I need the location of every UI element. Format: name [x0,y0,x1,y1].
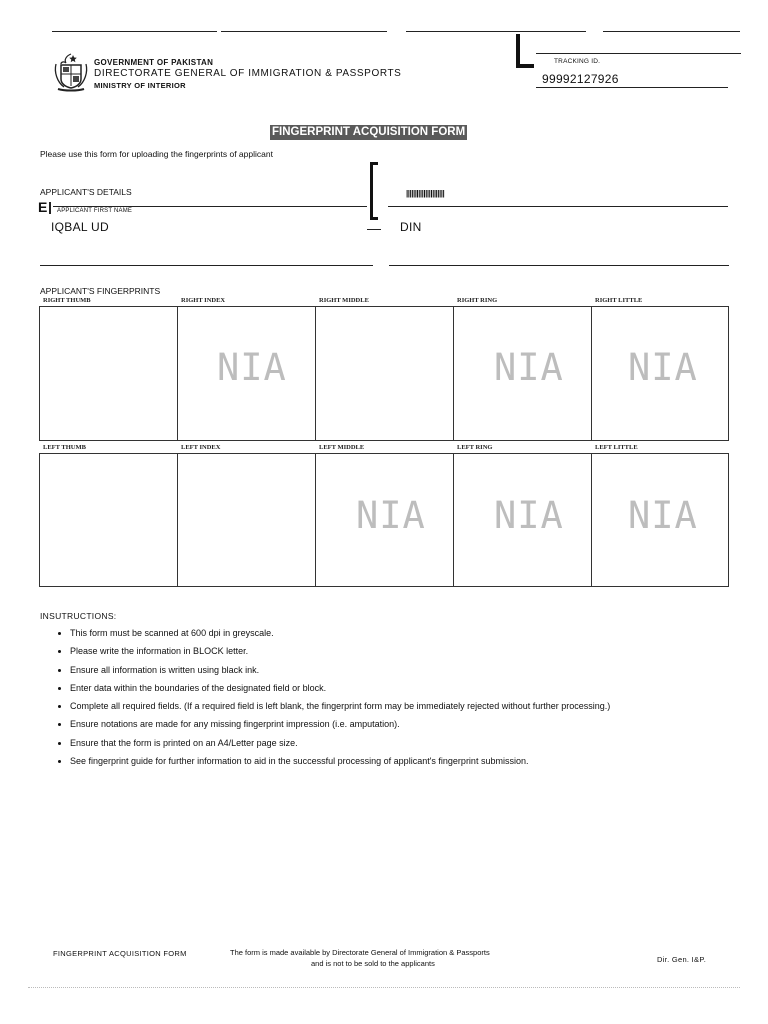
top-rule-2 [221,31,387,32]
tracking-corner-mark [516,34,520,68]
directorate-name: DIRECTORATE GENERAL OF IMMIGRATION & PASSPORTS [94,68,402,79]
tracking-id-value[interactable]: 99992127926 [542,72,619,86]
tracking-label: TRACKING ID. [554,58,601,65]
government-name: GOVERNMENT OF PAKISTAN [94,58,214,67]
top-rule-1 [52,31,217,32]
last-name-value[interactable]: DIN [400,220,422,234]
instruction-item: • Enter data within the boundaries of the designated field or block. [70,683,750,694]
top-rule-3 [406,31,586,32]
fingerprints-label: APPLICANT'S FINGERPRINTS [40,286,161,296]
fp-label-left-thumb: LEFT THUMB [43,444,86,451]
pakistan-emblem-icon [52,52,90,92]
first-name-bottom-line [40,265,373,266]
footer-notice-line2: and is not to be sold to the applicants [311,959,435,968]
applicant-details-label: APPLICANT'S DETAILS [40,187,132,197]
instruction-item: • See fingerprint guide for further information to aid in the successful processing of applicant's fingerprint submission. [70,756,750,767]
first-name-label: APPLICANT FIRST NAME [57,208,133,214]
nia-mark-right-index: NIA [217,346,287,389]
footer-rule [28,987,740,988]
instructions-list [57,628,750,774]
applicant-mark-bar [49,202,51,214]
fp-label-left-index: LEFT INDEX [181,444,221,451]
instruction-item: • Ensure all information is written using black ink. [70,665,750,676]
fp-box-left-index[interactable] [177,453,316,587]
first-name-value[interactable]: IQBAL UD [51,220,109,234]
instruction-item: • Ensure notations are made for any missing fingerprint impression (i.e. amputation). [70,719,750,730]
instructions-heading: INSUTRUCTIONS: [40,611,117,621]
tick-marks: |||||||||||||||||||||| [406,189,445,198]
footer-form-name: FINGERPRINT ACQUISITION FORM [53,949,187,958]
instruction-item: • Please write the information in BLOCK letter. [70,646,750,657]
name-bracket-bottom [370,217,378,220]
tracking-corner-mark-base [516,64,534,68]
last-name-top-line [388,206,728,207]
tracking-underline [536,87,728,88]
fp-label-right-thumb: RIGHT THUMB [43,297,91,304]
nia-mark-right-ring: NIA [494,346,564,389]
instruction-item: • This form must be scanned at 600 dpi in greyscale. [70,628,750,639]
form-title: FINGERPRINT ACQUISITION FORM [272,126,466,138]
tracking-top-line [536,53,741,54]
name-dash [367,229,381,230]
footer-notice-line1: The form is made available by Directorate General of Immigration & Passports [230,948,490,957]
ministry-name: MINISTRY OF INTERIOR [94,81,186,90]
fp-box-right-middle[interactable] [315,306,454,441]
instruction-item: • Complete all required fields. (If a required field is left blank, the fingerprint form may be immediately rejected without further processing.) [70,701,750,712]
form-intro: Please use this form for uploading the fingerprints of applicant [40,149,273,159]
name-bracket-top [370,162,378,165]
last-name-bottom-line [389,265,729,266]
applicant-mark-letter: E [38,199,48,215]
nia-mark-right-little: NIA [628,346,698,389]
fp-label-left-middle: LEFT MIDDLE [319,444,365,451]
instruction-item: • Ensure that the form is printed on an A4/Letter page size. [70,738,750,749]
name-bracket-mark [370,162,373,220]
fp-box-right-thumb[interactable] [39,306,178,441]
first-name-top-line [53,206,367,207]
nia-mark-left-little: NIA [628,494,698,537]
fp-label-right-ring: RIGHT RING [457,297,498,304]
top-rule-4 [603,31,740,32]
fp-label-right-index: RIGHT INDEX [181,297,226,304]
fp-label-right-little: RIGHT LITTLE [595,297,643,304]
nia-mark-left-ring: NIA [494,494,564,537]
fp-label-left-ring: LEFT RING [457,444,493,451]
fp-box-left-thumb[interactable] [39,453,178,587]
fp-label-left-little: LEFT LITTLE [595,444,638,451]
footer-authority: Dir. Gen. I&P. [657,955,707,964]
fp-label-right-middle: RIGHT MIDDLE [319,297,369,304]
nia-mark-left-middle: NIA [356,494,426,537]
